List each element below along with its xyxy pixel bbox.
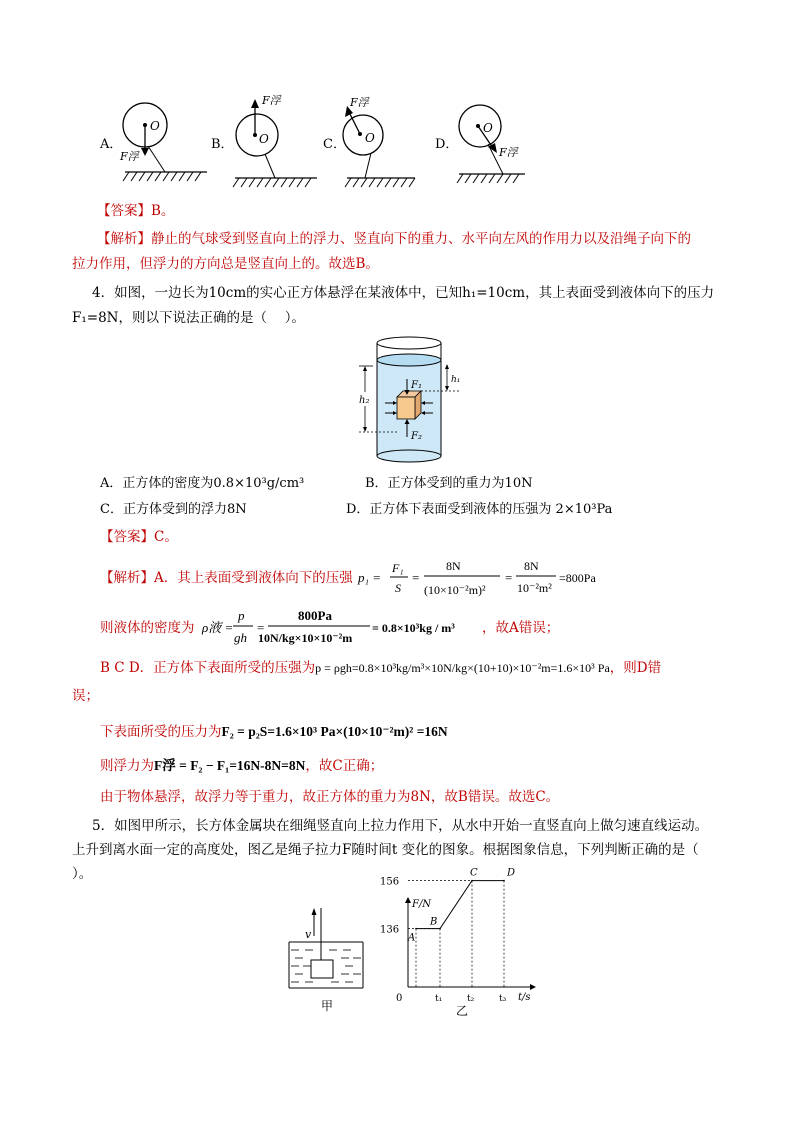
q3-analysis-text1: 静止的气球受到竖直向上的浮力、竖直向下的重力、水平向左风的作用力以及沿绳子向下的 — [151, 231, 691, 247]
q4-answer-label: 【答案】 — [100, 529, 154, 545]
q4-eq1-s: S — [395, 581, 401, 595]
q4-buoy-intro: 则浮力为 — [100, 758, 154, 774]
svg-text:=: = — [505, 570, 513, 585]
q3-option-a-figure — [99, 103, 207, 181]
chart-caption-yi: 乙 — [456, 1004, 469, 1018]
q4-answer-value: C。 — [154, 529, 178, 545]
q4-density-result: = 0.8×10³kg / m³ — [372, 621, 455, 635]
q3-option-c-figure — [323, 96, 415, 187]
q4-option-d: D．正方体下表面受到液体的压强为 2×10³Pa — [346, 502, 613, 517]
q5-stem-line3: ）。 — [72, 866, 93, 882]
q4-eq1-f1: F₁ — [392, 561, 404, 575]
q5-figure-jia — [285, 900, 375, 1015]
q4-eq1-den2: (10×10⁻²m)² — [424, 583, 486, 597]
q3-force-label-a: F浮 — [120, 150, 139, 163]
q3-point-o-b: O — [259, 132, 269, 146]
q4-analysis-a-intro — [100, 568, 353, 588]
q4-density-gh: gh — [234, 630, 247, 645]
q4-fig-h2: h₂ — [359, 395, 370, 406]
q4-bcd-tail: ，则D错 — [609, 660, 662, 676]
q3-force-label-d: F浮 — [499, 146, 518, 159]
q4-density-lhs: ρ液 = — [202, 620, 234, 635]
q4-f2-intro: 下表面所受的压力为 — [100, 724, 222, 740]
chart-point-label: B — [430, 916, 438, 928]
q4-eq1-num2: 8N — [446, 559, 461, 573]
svg-text:=: = — [412, 570, 420, 585]
q4-density-intro: 则液体的密度为 — [100, 620, 195, 636]
q4-eq1-num3: 8N — [524, 559, 539, 573]
chart-point — [415, 928, 417, 930]
q4-density-p: p — [238, 608, 245, 623]
q4-f2-equation: F₂ = p₂S=1.6×10³ Pa×(10×10⁻²m)² =16N — [221, 724, 448, 739]
q3-point-o-c: O — [365, 131, 375, 145]
chart-point-label: C — [470, 867, 478, 879]
chart-x-tick-label: t₂ — [467, 994, 475, 1004]
q3-option-b-label: B． — [211, 137, 234, 152]
svg-text:=: = — [257, 620, 265, 635]
q4-bcd-line2: 误； — [72, 688, 99, 704]
q4-buoy-equation: F浮 = F₂ − F₁=16N-8N=8N — [154, 758, 306, 773]
q4-option-b: B．正方体受到的重力为10N — [365, 476, 533, 491]
q4-fig-f2: F₂ — [411, 431, 422, 442]
q3-answer-label: 【答案】 — [97, 203, 151, 219]
chart-point — [503, 880, 505, 882]
chart-x-label: t/s — [518, 992, 531, 1003]
q3-option-d-label: D． — [435, 137, 459, 152]
q4-answer — [100, 527, 178, 547]
chart-y-tick-label: 136 — [380, 924, 400, 936]
q4-analysis-a-text: A．其上表面受到液体向下的压强 — [154, 570, 353, 586]
q4-stem-line2: F₁=8N，则以下说法正确的是（ ）。 — [72, 310, 306, 326]
q4-fig-h1: h₁ — [451, 375, 461, 385]
q5-stem-line2: 上升到离水面一定的高度处，图乙是绳子拉力F随时间t 变化的图象。根据图象信息，下列判断正确的是（ — [72, 842, 699, 858]
q4-figure — [355, 335, 465, 467]
chart-point — [439, 928, 441, 930]
chart-x-axis-arrow — [530, 984, 536, 990]
q3-option-a-label: A． — [100, 137, 123, 152]
q3-answer-value: B。 — [151, 203, 175, 219]
q4-density-tail: ，故A错误； — [482, 620, 560, 636]
q4-bcd-line — [100, 658, 661, 678]
q4-density-den: 10N/kg×10×10⁻²m — [258, 631, 353, 645]
q3-analysis-label: 【解析】 — [97, 231, 151, 247]
q4-eq1-den3: 10⁻²m² — [517, 581, 552, 595]
q5-stem-line1: 5．如图甲所示，长方体金属块在细绳竖直向上拉力作用下，从水中开始一直竖直向上做匀速直线运动。 — [92, 818, 709, 834]
q4-eq1-result: =800Pa — [559, 571, 596, 585]
q3-point-o-d: O — [483, 121, 493, 135]
chart-x-tick-label: t₃ — [499, 994, 507, 1004]
q4-final-line: 由于物体悬浮，故浮力等于重力，故正方体的重力为8N，故B错误。故选C。 — [100, 789, 560, 805]
q4-fig-f1: F₁ — [411, 380, 422, 391]
chart-y-tick-label: 156 — [380, 876, 400, 888]
chart-point-label: A — [408, 932, 416, 944]
q5-jia-caption: 甲 — [321, 999, 334, 1013]
q4-equation-density — [200, 602, 480, 652]
q3-option-c-label: C． — [323, 137, 346, 152]
q4-bcd-equation: p = ρgh=0.8×10³kg/m³×10N/kg×(10+10)×10⁻²m=1.6×10³ Pa — [315, 661, 610, 675]
chart-x-tick-label: t₁ — [435, 994, 443, 1004]
q3-analysis-line2: 拉力作用，但浮力的方向总是竖直向上的。故选B。 — [72, 256, 379, 272]
q4-density-num: 800Pa — [298, 608, 332, 623]
chart-point-label: D — [507, 867, 516, 879]
chart-origin-label: 0 — [396, 993, 403, 1004]
q5-chart-yi — [378, 867, 538, 1020]
q4-buoy-line — [100, 756, 383, 776]
q4-eq1-lhs: p₁ = — [358, 570, 382, 585]
q3-answer — [97, 201, 174, 221]
chart-y-label: F/N — [412, 899, 432, 910]
q3-option-b-figure — [211, 94, 317, 187]
q3-force-label-c: F浮 — [350, 96, 369, 109]
q3-options-figure — [95, 90, 525, 190]
q4-f2-line — [100, 722, 448, 742]
q4-option-c: C．正方体受到的浮力8N — [100, 502, 247, 517]
q3-force-label-b: F浮 — [262, 94, 281, 107]
chart-y-axis-arrow — [405, 897, 411, 903]
q4-option-a: A．正方体的密度为0.8×10³g/cm³ — [100, 476, 305, 491]
q4-equation-pressure — [356, 550, 646, 604]
q4-bcd-intro: B C D．正方体下表面所受的压强为 — [100, 660, 316, 676]
q3-option-d-figure — [435, 105, 525, 183]
q4-stem-line1: 4．如图，一边长为10cm的实心正方体悬浮在某液体中，已知h₁=10cm，其上表面受到液体向下的压力 — [92, 285, 715, 301]
q3-point-o-a: O — [150, 119, 160, 133]
q3-analysis-line1 — [97, 229, 691, 249]
chart-point — [471, 880, 473, 882]
q4-buoy-tail: ，故C正确； — [305, 758, 384, 774]
q5-jia-v: v — [305, 928, 312, 941]
q4-analysis-label: 【解析】 — [100, 570, 154, 586]
